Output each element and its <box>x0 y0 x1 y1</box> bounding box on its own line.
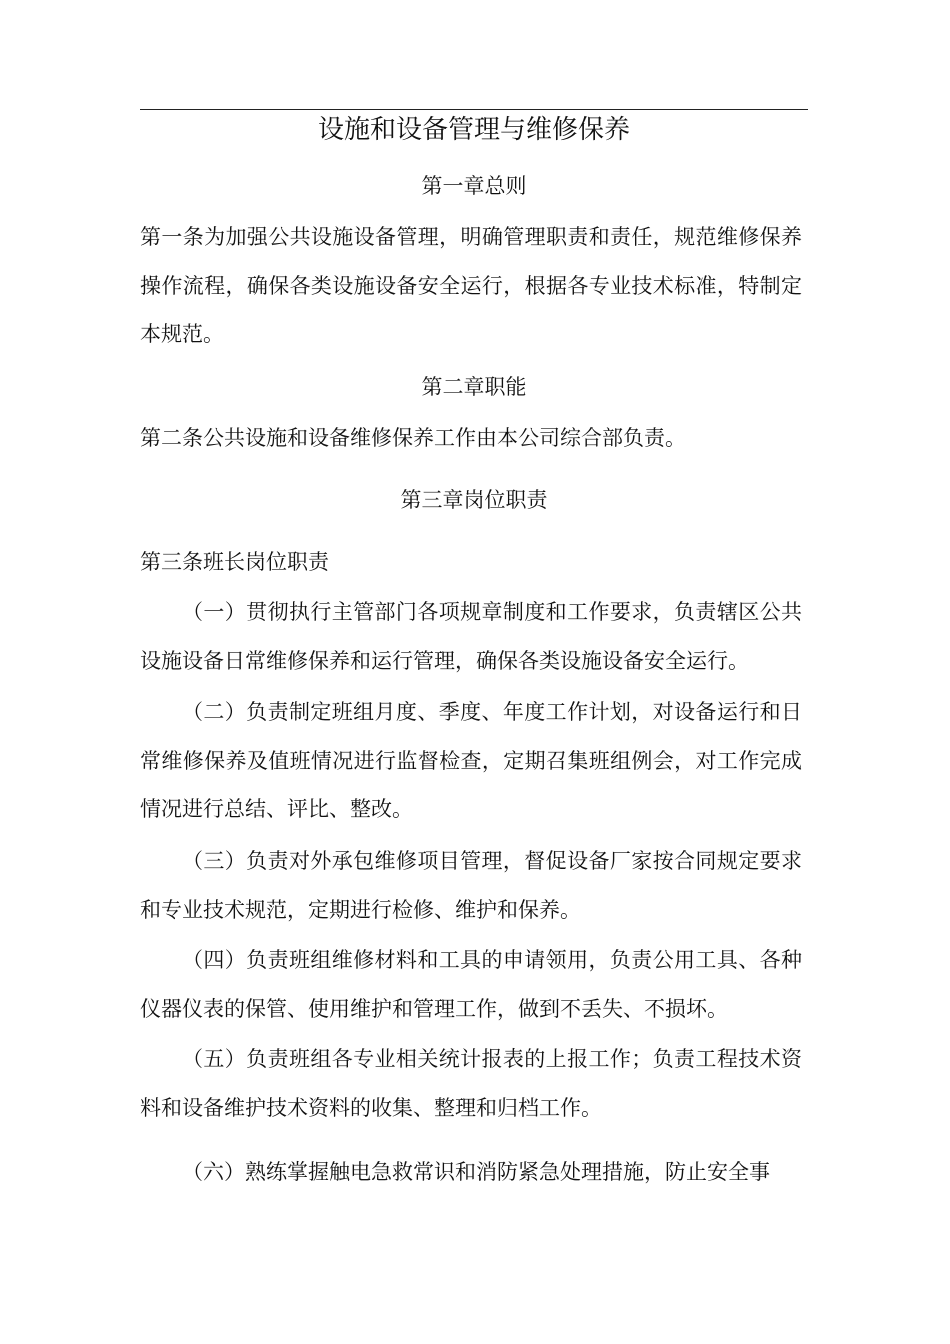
chapter-3-heading: 第三章岗位职责 <box>400 488 548 512</box>
article-1-text: 第一条为加强公共设施设备管理，明确管理职责和责任，规范维修保养操作流程，确保各类设施设备安全运行，根据各专业技术标准，特制定本规范。 <box>140 225 802 346</box>
chapter-1-heading: 第一章总则 <box>421 174 527 198</box>
article-3-heading: 第三条班长岗位职责 <box>140 550 329 574</box>
duty-item-2: （二）负责制定班组月度、季度、年度工作计划，对设备运行和日常维修保养及值班情况进行监督检查，定期召集班组例会，对工作完成情况进行总结、评比、整改。 <box>140 700 802 821</box>
document-title: 设施和设备管理与维修保养 <box>317 115 630 145</box>
chapter-2-heading: 第二章职能 <box>421 375 527 399</box>
duty-item-5: （五）负责班组各专业相关统计报表的上报工作；负责工程技术资料和设备维护技术资料的收集、整理和归档工作。 <box>140 1047 802 1120</box>
duty-item-4: （四）负责班组维修材料和工具的申请领用，负责公用工具、各种仪器仪表的保管、使用维护和管理工作，做到不丢失、不损坏。 <box>140 948 802 1021</box>
header-rule <box>140 109 808 110</box>
duty-item-3: （三）负责对外承包维修项目管理，督促设备厂家按合同规定要求和专业技术规范，定期进行检修、维护和保养。 <box>140 849 802 922</box>
duty-item-6: （六）熟练掌握触电急救常识和消防紧急处理措施，防止安全事 <box>182 1160 770 1184</box>
article-2-text: 第二条公共设施和设备维修保养工作由本公司综合部负责。 <box>140 426 686 450</box>
duty-item-1: （一）贯彻执行主管部门各项规章制度和工作要求，负责辖区公共设施设备日常维修保养和运行管理，确保各类设施设备安全运行。 <box>140 600 802 673</box>
